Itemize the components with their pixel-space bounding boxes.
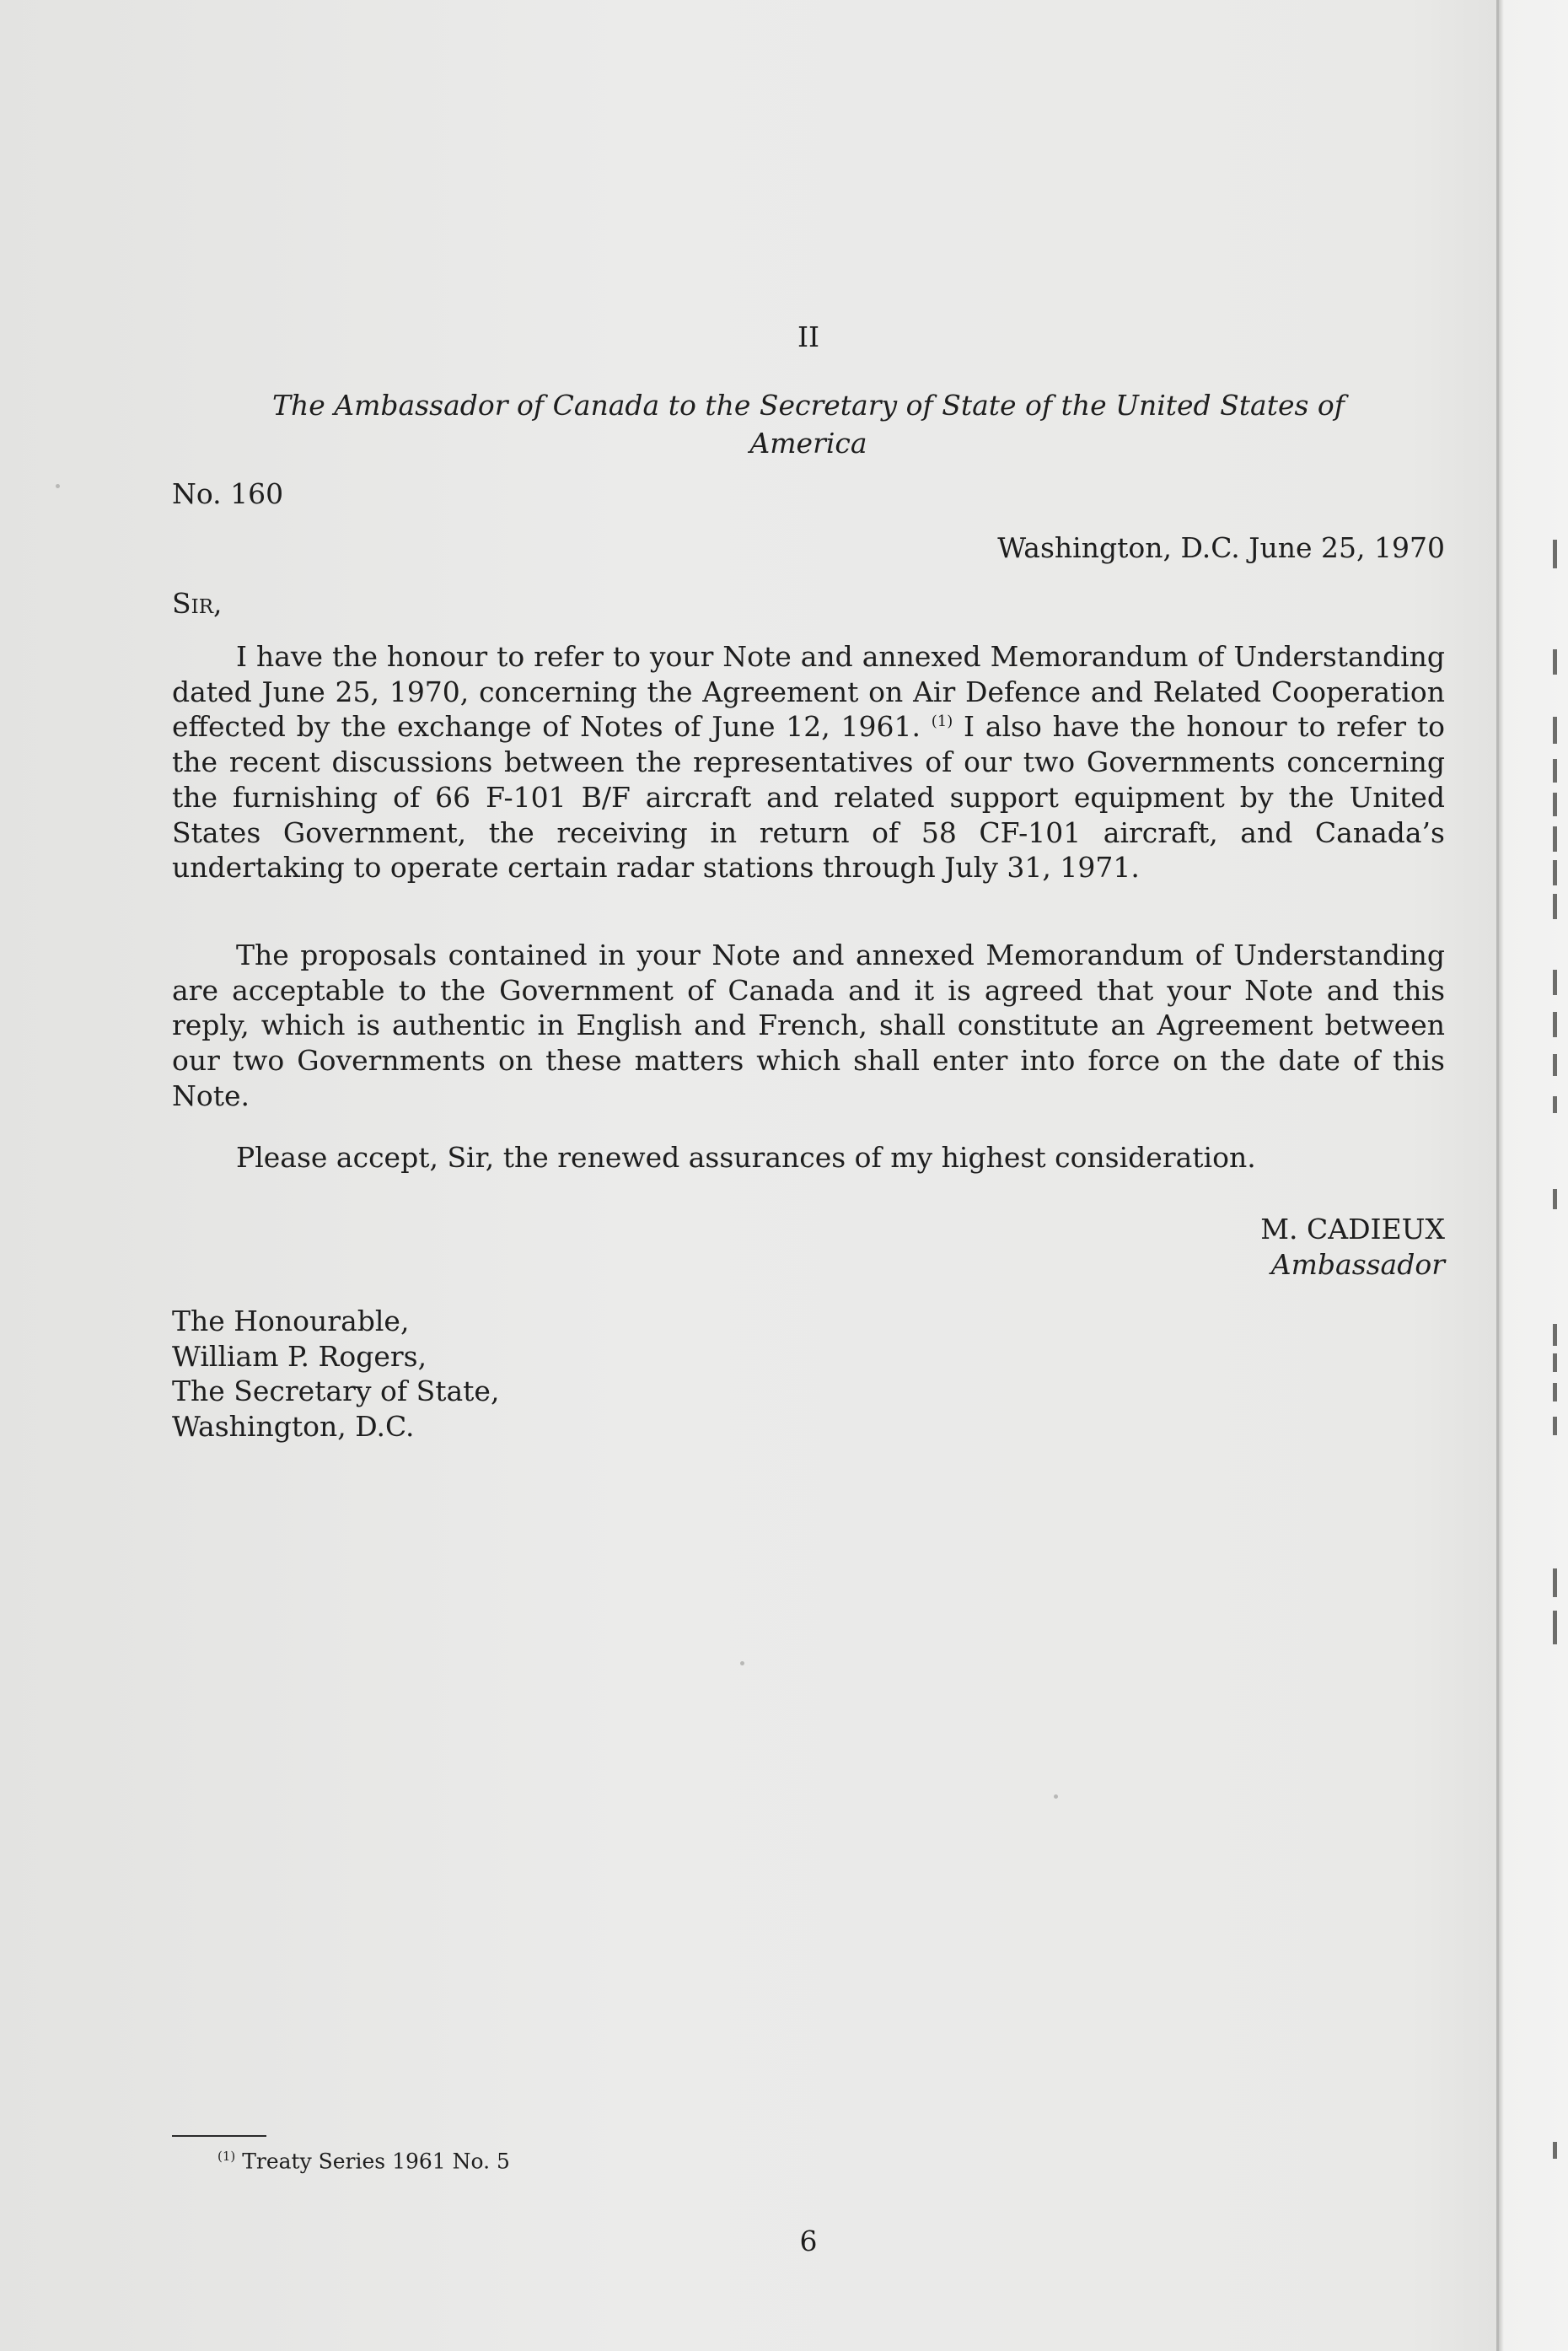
salutation: Sir, (172, 587, 223, 620)
gutter-mark (1553, 1568, 1557, 1597)
gutter-mark (1553, 793, 1557, 816)
gutter-mark (1553, 1054, 1557, 1076)
paragraph-3: Please accept, Sir, the renewed assurances of my highest consideration. (236, 1141, 1256, 1174)
gutter-mark (1553, 649, 1557, 675)
addressee-block (172, 1304, 499, 1444)
paper-speck (56, 484, 60, 488)
gutter-mark (1553, 1611, 1557, 1644)
page-number: 6 (799, 2225, 818, 2257)
footnote-text: Treaty Series 1961 No. 5 (235, 2149, 510, 2174)
footnote-marker: (1) (217, 2149, 236, 2164)
signatory-title: Ambassador (1270, 1248, 1445, 1281)
gutter-mark (1553, 860, 1557, 885)
gutter-mark (1553, 1324, 1557, 1346)
addressee-line: Washington, D.C. (172, 1410, 415, 1444)
note-number: No. 160 (172, 477, 284, 510)
addressee-line: The Secretary of State, (172, 1375, 500, 1408)
gutter-mark (1553, 970, 1557, 995)
title-line-1: The Ambassador of Canada to the Secretary of State of the United States of (272, 389, 1345, 422)
footnote (217, 2149, 510, 2173)
paragraph-2: The proposals contained in your Note and annexed Memorandum of Understanding are acceptable to the Government of Canada and it is agreed that your Note and this reply, which is authentic in English and French, shall constitute an Agreement between our two Governments on these matters which shall enter into force on the date of this Note. (172, 939, 1445, 1112)
gutter-mark (1553, 540, 1557, 568)
footnote-rule (172, 2135, 266, 2137)
gutter-mark (1553, 1096, 1557, 1113)
title-line-2: America (749, 427, 867, 460)
gutter-mark (1553, 2142, 1557, 2159)
paper-speck (1054, 1794, 1058, 1799)
paragraph-1-text-b: I also have the honour to refer to the recent discussions between the representatives of our two Governments concerning the furnishing of 66 F-101 B/F aircraft and related support equipment by the United States Government, the receiving in return of 58 CF-101 aircraft, and Canada’s undertaking to operate certain radar stations through July 31, 1971. (172, 710, 1445, 885)
signatory-name: M. CADIEUX (1260, 1213, 1445, 1245)
addressee-line: The Honourable, (172, 1305, 410, 1337)
gutter-mark (1553, 894, 1557, 919)
place-date: Washington, D.C. June 25, 1970 (997, 531, 1445, 564)
paper-speck (740, 1661, 744, 1665)
paragraph-1 (172, 639, 1445, 885)
paragraph-1-text-a: I have the honour to refer to your Note and annexed Memorandum of Understanding dated June 25, 1970, concerning the Agreement on Air Defence and Related Cooperation effected by the exchange of Notes of June 12, 1961. (172, 640, 1445, 744)
page-gutter (1496, 0, 1568, 2351)
part-number: II (797, 320, 820, 353)
addressee-line: William P. Rogers, (172, 1339, 427, 1373)
gutter-mark (1553, 1383, 1557, 1401)
gutter-mark (1553, 1189, 1557, 1209)
gutter-mark (1553, 1353, 1557, 1372)
gutter-mark (1553, 1012, 1557, 1037)
letter-title (172, 386, 1445, 462)
gutter-mark (1553, 826, 1557, 852)
gutter-mark (1553, 759, 1557, 783)
footnote-reference: (1) (931, 713, 953, 731)
gutter-mark (1553, 1417, 1557, 1435)
gutter-mark (1553, 717, 1557, 744)
